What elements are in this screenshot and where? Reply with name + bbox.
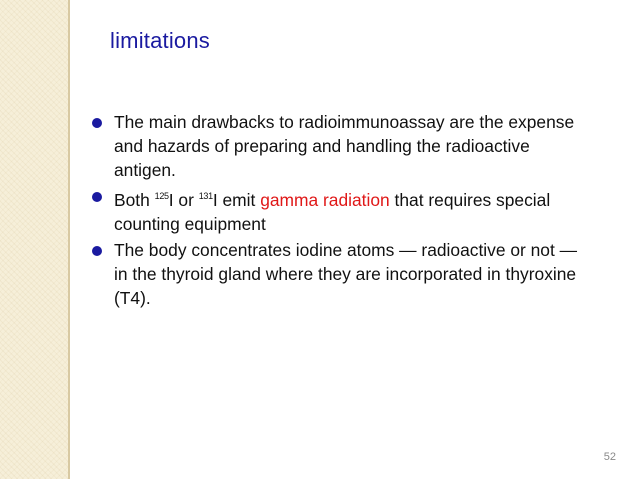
bullet-item-drawbacks <box>92 110 592 182</box>
bullet-dot-icon <box>92 118 102 128</box>
isotope-superscript: 125 <box>154 191 169 201</box>
isotope-superscript: 131 <box>198 191 213 201</box>
slide-title: limitations <box>110 28 211 53</box>
bullet-dot-icon <box>92 192 102 202</box>
highlighted-term: gamma radiation <box>260 190 390 210</box>
bullet-text: The main drawbacks to radioimmunoassay are the expense and hazards of preparing and handling the radioactive antigen. <box>114 112 575 180</box>
decorative-side-band <box>0 0 68 479</box>
bullet-text-part: Both <box>114 190 155 210</box>
bullet-item-gamma <box>92 184 592 236</box>
bullet-text-part: I or <box>168 190 199 210</box>
bullet-text: The body concentrates iodine atoms — radioactive or not — in the thyroid gland where they are incorporated in thyroxine (T4). <box>114 240 578 308</box>
bullet-text-part: that requires special counting equipment <box>114 190 551 234</box>
page-number: 52 <box>603 451 616 463</box>
side-divider-line <box>68 0 70 479</box>
bullet-text-part: I emit <box>212 190 261 210</box>
bullet-item-thyroid <box>92 238 592 310</box>
bullet-dot-icon <box>92 246 102 256</box>
bullet-list <box>92 110 592 312</box>
